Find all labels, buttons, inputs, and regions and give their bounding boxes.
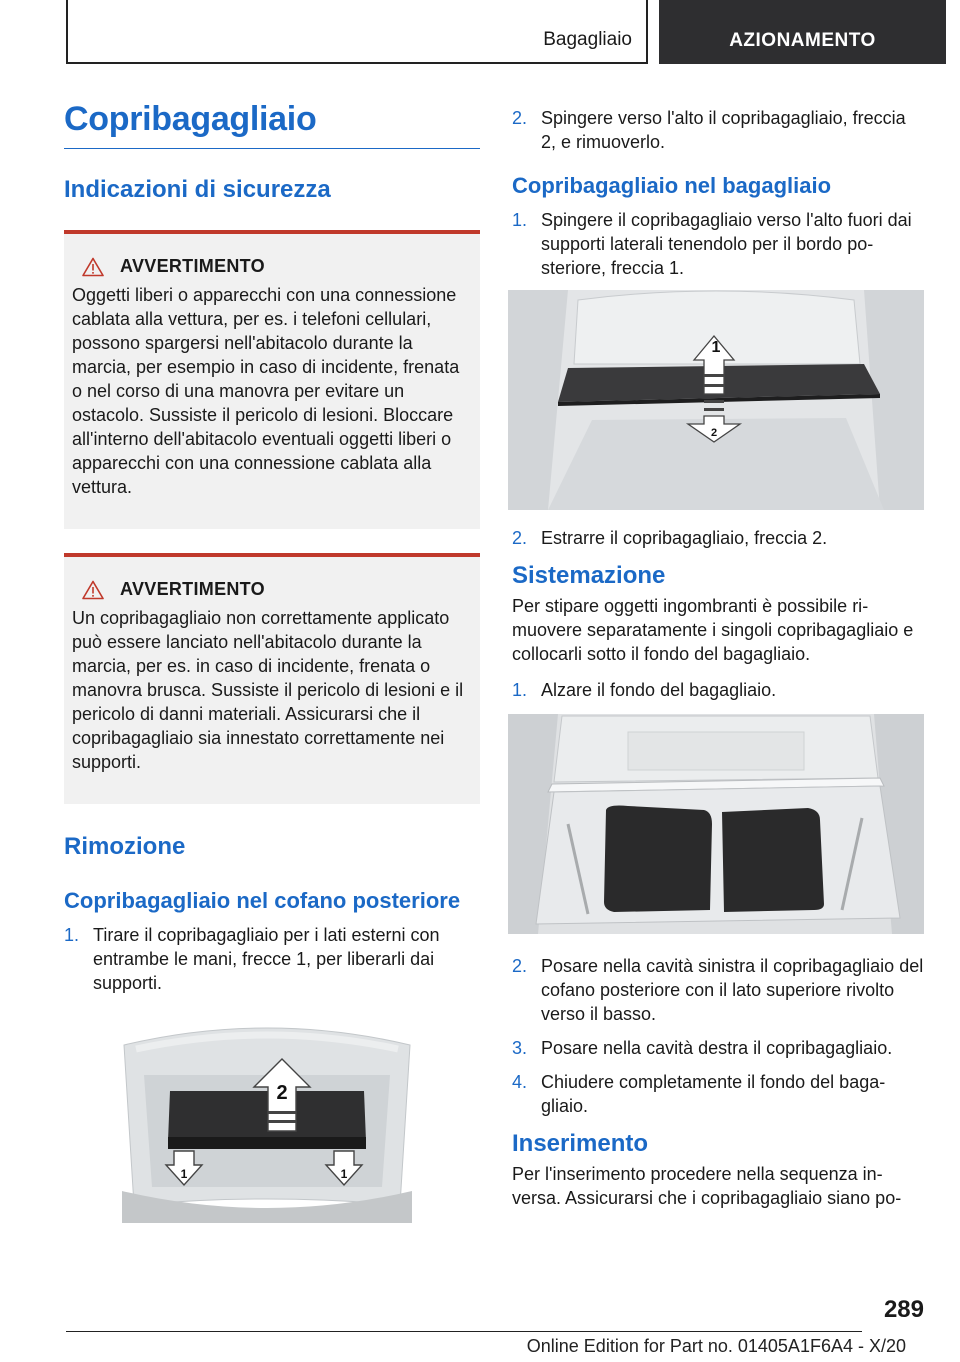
warning-box-2 — [64, 553, 480, 804]
list-item: 2. Estrarre il copribagagliaio, freccia 2. — [512, 528, 828, 548]
warning-triangle-icon — [82, 257, 104, 277]
storage-heading: Sistemazione — [512, 562, 666, 589]
page-number: 289 — [883, 1296, 924, 1323]
footer-edition: Online Edition for Part no. 01405A1F6A4 - X/20 — [526, 1336, 906, 1356]
warning-label-2: AVVERTIMENTO — [120, 579, 265, 599]
list-item: 2. Spingere verso l'alto il copribagagliaio, freccia 2, e rimuoverlo. — [512, 108, 906, 152]
list-item: 3. Posare nella cavità destra il copribagagliaio. — [512, 1038, 893, 1058]
list-item: 2. Posare nella cavità sinistra il copribagagliaio del cofano posteriore con il lato superiore rivolto verso il basso. — [512, 956, 924, 1024]
storage-text: Per stipare oggetti ingombranti è possibile rimuovere separatamente i singoli copribagagliaio e collocarli sotto il fondo del bagagliaio. — [512, 596, 914, 664]
footer-divider — [66, 1331, 862, 1332]
insert-heading: Inserimento — [512, 1130, 649, 1157]
list-item: 4. Chiudere completamente il fondo del bagagliaio. — [512, 1072, 886, 1116]
figure-cover-storage — [508, 714, 924, 934]
right-column — [512, 106, 924, 1210]
warning-text-2: Un copribagagliaio non correttamente applicato può essere lanciato nell'abitacolo durante la marcia, per es. in caso di incidente, frenata o manovra brusca. Sussiste il pericolo di lesioni e il pericolo di danni materiali. Assicurarsi che il copribagagliaio sia innestato correttamente nei supporti. — [72, 608, 464, 772]
warning-box-1 — [64, 230, 480, 529]
trunk-heading: Copribagagliaio nel bagagliaio — [512, 173, 832, 198]
fig1-arrow-label-up: 2 — [276, 1082, 288, 1104]
list-item: 1. Tirare il copribagagliaio per i lati esterni con entrambe le mani, frecce 1, per liberarli dai supporti. — [64, 925, 440, 993]
storage-steps-b — [512, 954, 924, 1118]
fig1-arrow-label-left: 1 — [180, 1167, 188, 1181]
fig2-arrow-label-up: 1 — [711, 339, 721, 356]
list-item: 1. Spingere il copribagagliaio verso l'alto fuori dai supporti laterali tenendolo per il bordo posteriore, freccia 1. — [512, 210, 912, 278]
insert-text: Per l'inserimento procedere nella sequenza inversa. Assicurarsi che i copribagagliaio siano po- — [512, 1164, 902, 1208]
trunk-steps-b — [512, 526, 924, 550]
list-item: 1. Alzare il fondo del bagagliaio. — [512, 680, 777, 700]
fig1-arrow-label-right: 1 — [340, 1167, 348, 1181]
storage-steps-a — [512, 678, 924, 702]
warning-text-1: Oggetti liberi o apparecchi con una connessione cablata alla vettura, per es. i telefoni cellulari, possono spargersi nell'abitacolo durante la marcia, per esempio in caso di incidente, frenata o nel corso di una manovra per evitare un ostacolo. Sussiste il pericolo di lesioni. Bloccare all'interno dell'abitacolo eventuali oggetti liberi o apparecchi con una connessione cablata alla vettura. — [72, 285, 460, 497]
header-chapter-title: AZIONAMENTO — [729, 30, 876, 51]
removal-heading: Rimozione — [64, 833, 186, 860]
fig2-arrow-label-down: 2 — [710, 427, 718, 439]
page-title: Copribagagliaio — [64, 100, 480, 149]
safety-heading: Indicazioni di sicurezza — [64, 176, 331, 203]
warning-label-1: AVVERTIMENTO — [120, 256, 265, 276]
trunk-steps-a — [512, 208, 924, 280]
rear-lid-steps — [64, 923, 480, 995]
warning-triangle-icon — [82, 580, 104, 600]
rear-lid-steps-continued — [512, 106, 924, 154]
figure-rear-lid-cover — [122, 1015, 412, 1223]
rear-lid-heading: Copribagagliaio nel cofano posteriore — [64, 888, 461, 913]
figure-trunk-cover-removal — [508, 290, 924, 510]
left-column — [64, 100, 480, 1223]
header-section-box — [66, 0, 648, 64]
header-section-title: Bagagliaio — [543, 29, 632, 50]
header-chapter-tab — [659, 0, 946, 64]
